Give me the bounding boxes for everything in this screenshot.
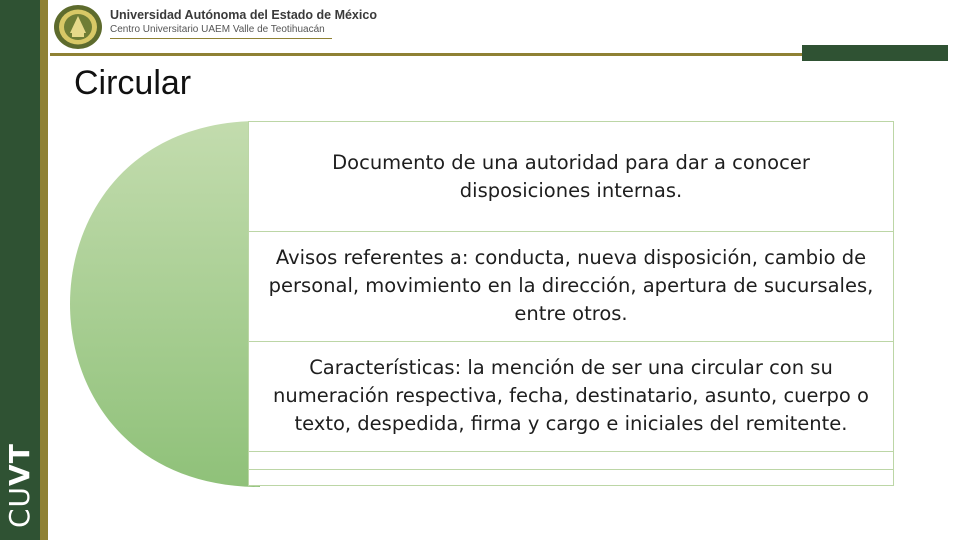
- university-name: Universidad Autónoma del Estado de México: [110, 8, 377, 22]
- page-title: Circular: [74, 64, 192, 102]
- university-seal-icon: [52, 3, 104, 51]
- header-accent-block: [802, 45, 948, 61]
- list-item-text: Documento de una autoridad para dar a conocer disposiciones internas.: [332, 151, 810, 202]
- left-sidebar-accent: [40, 0, 48, 540]
- list-item: [249, 342, 893, 452]
- header-underline: [110, 38, 332, 39]
- campus-acronym: [3, 443, 36, 528]
- campus-acronym-thin: CU: [3, 485, 36, 528]
- list-spacer: [249, 452, 893, 470]
- decorative-arc: [70, 120, 260, 488]
- header-divider: [50, 53, 802, 56]
- list-item-text: Avisos referentes a: conducta, nueva disposición, cambio de personal, movimiento en la dirección, apertura de sucursales, entre otros.: [268, 246, 874, 325]
- campus-name: Centro Universitario UAEM Valle de Teotihuacán: [110, 24, 325, 35]
- list-item-text: Características: la mención de ser una circular con su numeración respectiva, fecha, destinatario, asunto, cuerpo o texto, despedida, firma y cargo e iniciales del remitente.: [273, 356, 869, 435]
- campus-acronym-bold: VT: [3, 443, 36, 486]
- list-item: [249, 122, 893, 232]
- list-item: [249, 232, 893, 342]
- content-list: [248, 121, 894, 486]
